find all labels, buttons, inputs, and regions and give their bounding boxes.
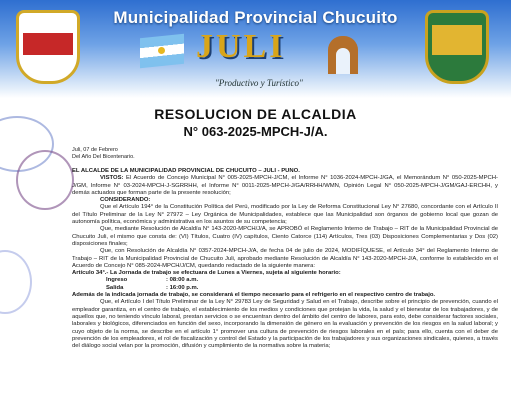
mayor-heading: EL ALCALDE DE LA MUNICIPALIDAD PROVINCIAL DE CHUCUITO – JULI - PUNO.	[72, 168, 300, 174]
vistos-text: El Acuerdo de Concejo Municipal N° 005-2025-MPCH-J/CM, el Informe N° 1036-2024-MPCH-J/GA, el Memorándum N° 050-2025-MPCH-J/GM, Informe N° 03-2024-MPCH-J-SGRRHH, el Informe N° 0011-2025-MPCH-J/GA/RRHH/WMN, Opinión Legal N° 050-2025-MPCH-J/GM/GAJ-ERCHH, y demás actuados que forman parte de la presente resolución;	[72, 175, 498, 196]
schedule-time: : 08:00 a.m.	[166, 277, 199, 284]
slogan: "Productivo y Turístico"	[215, 78, 303, 88]
peru-coat-of-arms-icon	[16, 10, 80, 84]
paragraph-safety-law: Que, el Artículo I del Título Preliminar de la Ley N° 29783 Ley de Seguridad y Salud en el Trabajo, describe sobre el principio de prevención, cuando el empleador garantiza, en el centro de trabajo, el establecimiento de los medios y condiciones que protejan la vida, la salud y el bienestar de los trabajadores, y de aquellos que, no teniendo vínculo laboral, prestan servicios o se encuentran dentro del ámbito del centro de labores, para esto, debe considerar factores sociales, laborales y biológicos, diferenciados en función del sexo, incorporando la dimensión de género en la evaluación y prevención de los riesgos en la salud laboral; y cuyo objeto de la norma, se describe en el artículo 1° promover una cultura de prevención de riesgos laborales en el país; para ello, cuenta con el deber de prevención de los empleadores, el rol de fiscalización y control del Estado y la participación de los trabajadores y sus organizaciones sindicales, quienes, a través del diálogo social velan por la promoción, difusión y cumplimiento de la normativa sobre la materia;	[72, 299, 498, 350]
sun-icon	[158, 47, 165, 54]
purple-stamp-icon	[16, 150, 74, 210]
schedule-row	[106, 277, 498, 284]
schedule-label: Ingreso	[106, 277, 128, 284]
paragraph-rit-modification: Que, con Resolución de Alcaldía N° 0357-2024-MPCH-J/A, de fecha 04 de julio de 2024, MODIFÍQUESE, el Artículo 34° del Reglamento Interno de Trabajo – RIT de la Municipalidad Provincial de Chucuito Juli, aprobado mediante Resolución de Alcaldía N° 143-2020-MPCH-J/A, conforme lo establecido en el Acuerdo de Concejo N° 085-2024-MPCH/J/CM, quedando redactado de la siguiente manera:	[72, 248, 498, 269]
chucuito-coat-of-arms-icon	[425, 10, 489, 84]
resolution-body	[72, 168, 498, 350]
date-block	[72, 147, 135, 161]
refrigerio-note: Además de la indicada jornada de trabajo, se considerará el tiempo necesario para el refrigerio en el respectivo centro de trabajo.	[72, 292, 436, 299]
resolution-number: N° 063-2025-MPCH-J/A.	[183, 124, 328, 139]
schedule-label: Salida	[106, 284, 124, 291]
schedule-row	[106, 285, 498, 292]
date-line: Juli, 07 de Febrero	[72, 147, 118, 153]
considerando-label: CONSIDERANDO:	[100, 197, 151, 204]
side-stamp-icon	[0, 250, 32, 314]
header-banner	[0, 0, 511, 98]
juli-logo: JULI	[196, 28, 286, 65]
vistos-label: VISTOS:	[100, 175, 124, 182]
stone-arch-icon	[328, 36, 358, 74]
resolution-title: RESOLUCION DE ALCALDIA	[154, 106, 357, 122]
paragraph-rit-approval: Que, mediante Resolución de Alcaldía N° 143-2020-MPCH/J/A, se APROBÓ el Reglamento Interno de Trabajo – RIT de la Municipalidad Provincial de Chucuito Juli, el mismo que consta de: (VI) Títulos, Cuatro (IV) capítulos, Ciento Catorce (114) Artículos, Tres (03) Disposiciones Complementarias y Dos (02) disposiciones finales;	[72, 226, 498, 247]
municipality-title: Municipalidad Provincial Chucuito	[113, 8, 398, 27]
year-name-line: Del Año Del Bicentenario.	[72, 154, 135, 160]
vistos-paragraph	[72, 175, 498, 197]
schedule-time: : 16:00 p.m.	[166, 284, 199, 291]
paragraph-constitution: Que el Artículo 194° de la Constitución Política del Perú, modificado por la Ley de Reforma Constitucional Ley N° 27680, concordante con el Artículo II del Título Preliminar de la Ley N° 27972 – Ley Orgánica de Municipalidades, establece que las Municipalidad son órganos de gobierno local que gozan de autonomía política, económica y administrativa en los asuntos de su competencia;	[72, 204, 498, 226]
article-34: Artículo 34°.- La Jornada de trabajo se efectuara de Lunes a Viernes, sujeta al siguiente horario:	[72, 270, 341, 277]
